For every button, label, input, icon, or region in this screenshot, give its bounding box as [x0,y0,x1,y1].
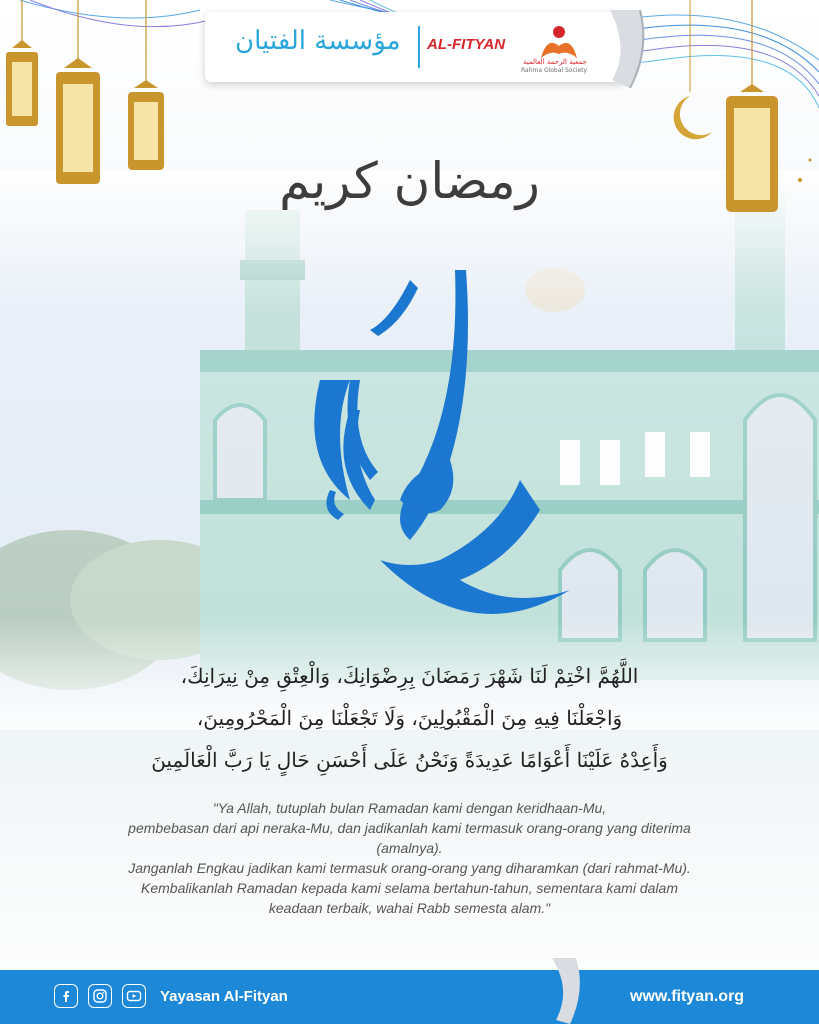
translation-line: keadaan terbaik, wahai Rabb semesta alam." [268,900,551,916]
prayer-translation [100,798,719,918]
ramadan-kareem-heading: رمضان كريم [279,152,540,210]
rahma-english-text: Rahma Global Society [521,67,588,74]
footer-organization-name: Yayasan Al-Fityan [160,988,288,1005]
prayer-arabic-line-3: وَأَعِدْهُ عَلَيْنَا أَعْوَامًا عَدِيدَةً وَنَحْنُ عَلَى أَحْسَنِ حَالٍ يَا رَبَّ الْعَالَمِينَ [151,748,668,772]
translation-line: Kembalikanlah Ramadan kepada kami selama bertahun-tahun, sementara kami dalam [141,880,678,896]
al-fityan-logo: AL-FITYAN [427,36,506,53]
facebook-icon[interactable] [54,984,78,1008]
rahma-arabic-text: جمعية الرحمة العالمية [523,58,587,66]
youtube-icon[interactable] [122,984,146,1008]
logo-divider [418,26,420,68]
prayer-arabic-line-1: اللَّهُمَّ اخْتِمْ لَنَا شَهْرَ رَمَضَانَ بِرِضْوَانِكَ، وَالْعِتْقِ مِنْ نِيرَانِكَ، [180,664,639,688]
ramadan-calligraphy [260,260,580,640]
footer-page-curl-icon [546,958,586,1024]
translation-line: (amalnya). [376,840,443,856]
prayer-arabic-line-2: وَاجْعَلْنَا فِيهِ مِنَ الْمَقْبُولِينَ، وَلَا تَجْعَلْنَا مِنَ الْمَحْرُومِينَ، [196,706,623,730]
translation-line: "Ya Allah, tutuplah bulan Ramadan kami dengan keridhaan-Mu, [212,800,607,816]
translation-line: Janganlah Engkau jadikan kami termasuk orang-orang yang diharamkan (dari rahmat-Mu). [128,860,691,876]
al-fityan-arabic-logo: مؤسسة الفتيان [235,26,401,56]
footer-website-link[interactable]: www.fityan.org [630,988,745,1005]
translation-line: pembebasan dari api neraka-Mu, dan jadikanlah kami termasuk orang-orang yang diterima [128,820,691,836]
header-logo-banner [205,12,625,82]
instagram-icon[interactable] [88,984,112,1008]
rahma-logo-icon [537,24,581,60]
page-curl-icon [600,10,650,88]
